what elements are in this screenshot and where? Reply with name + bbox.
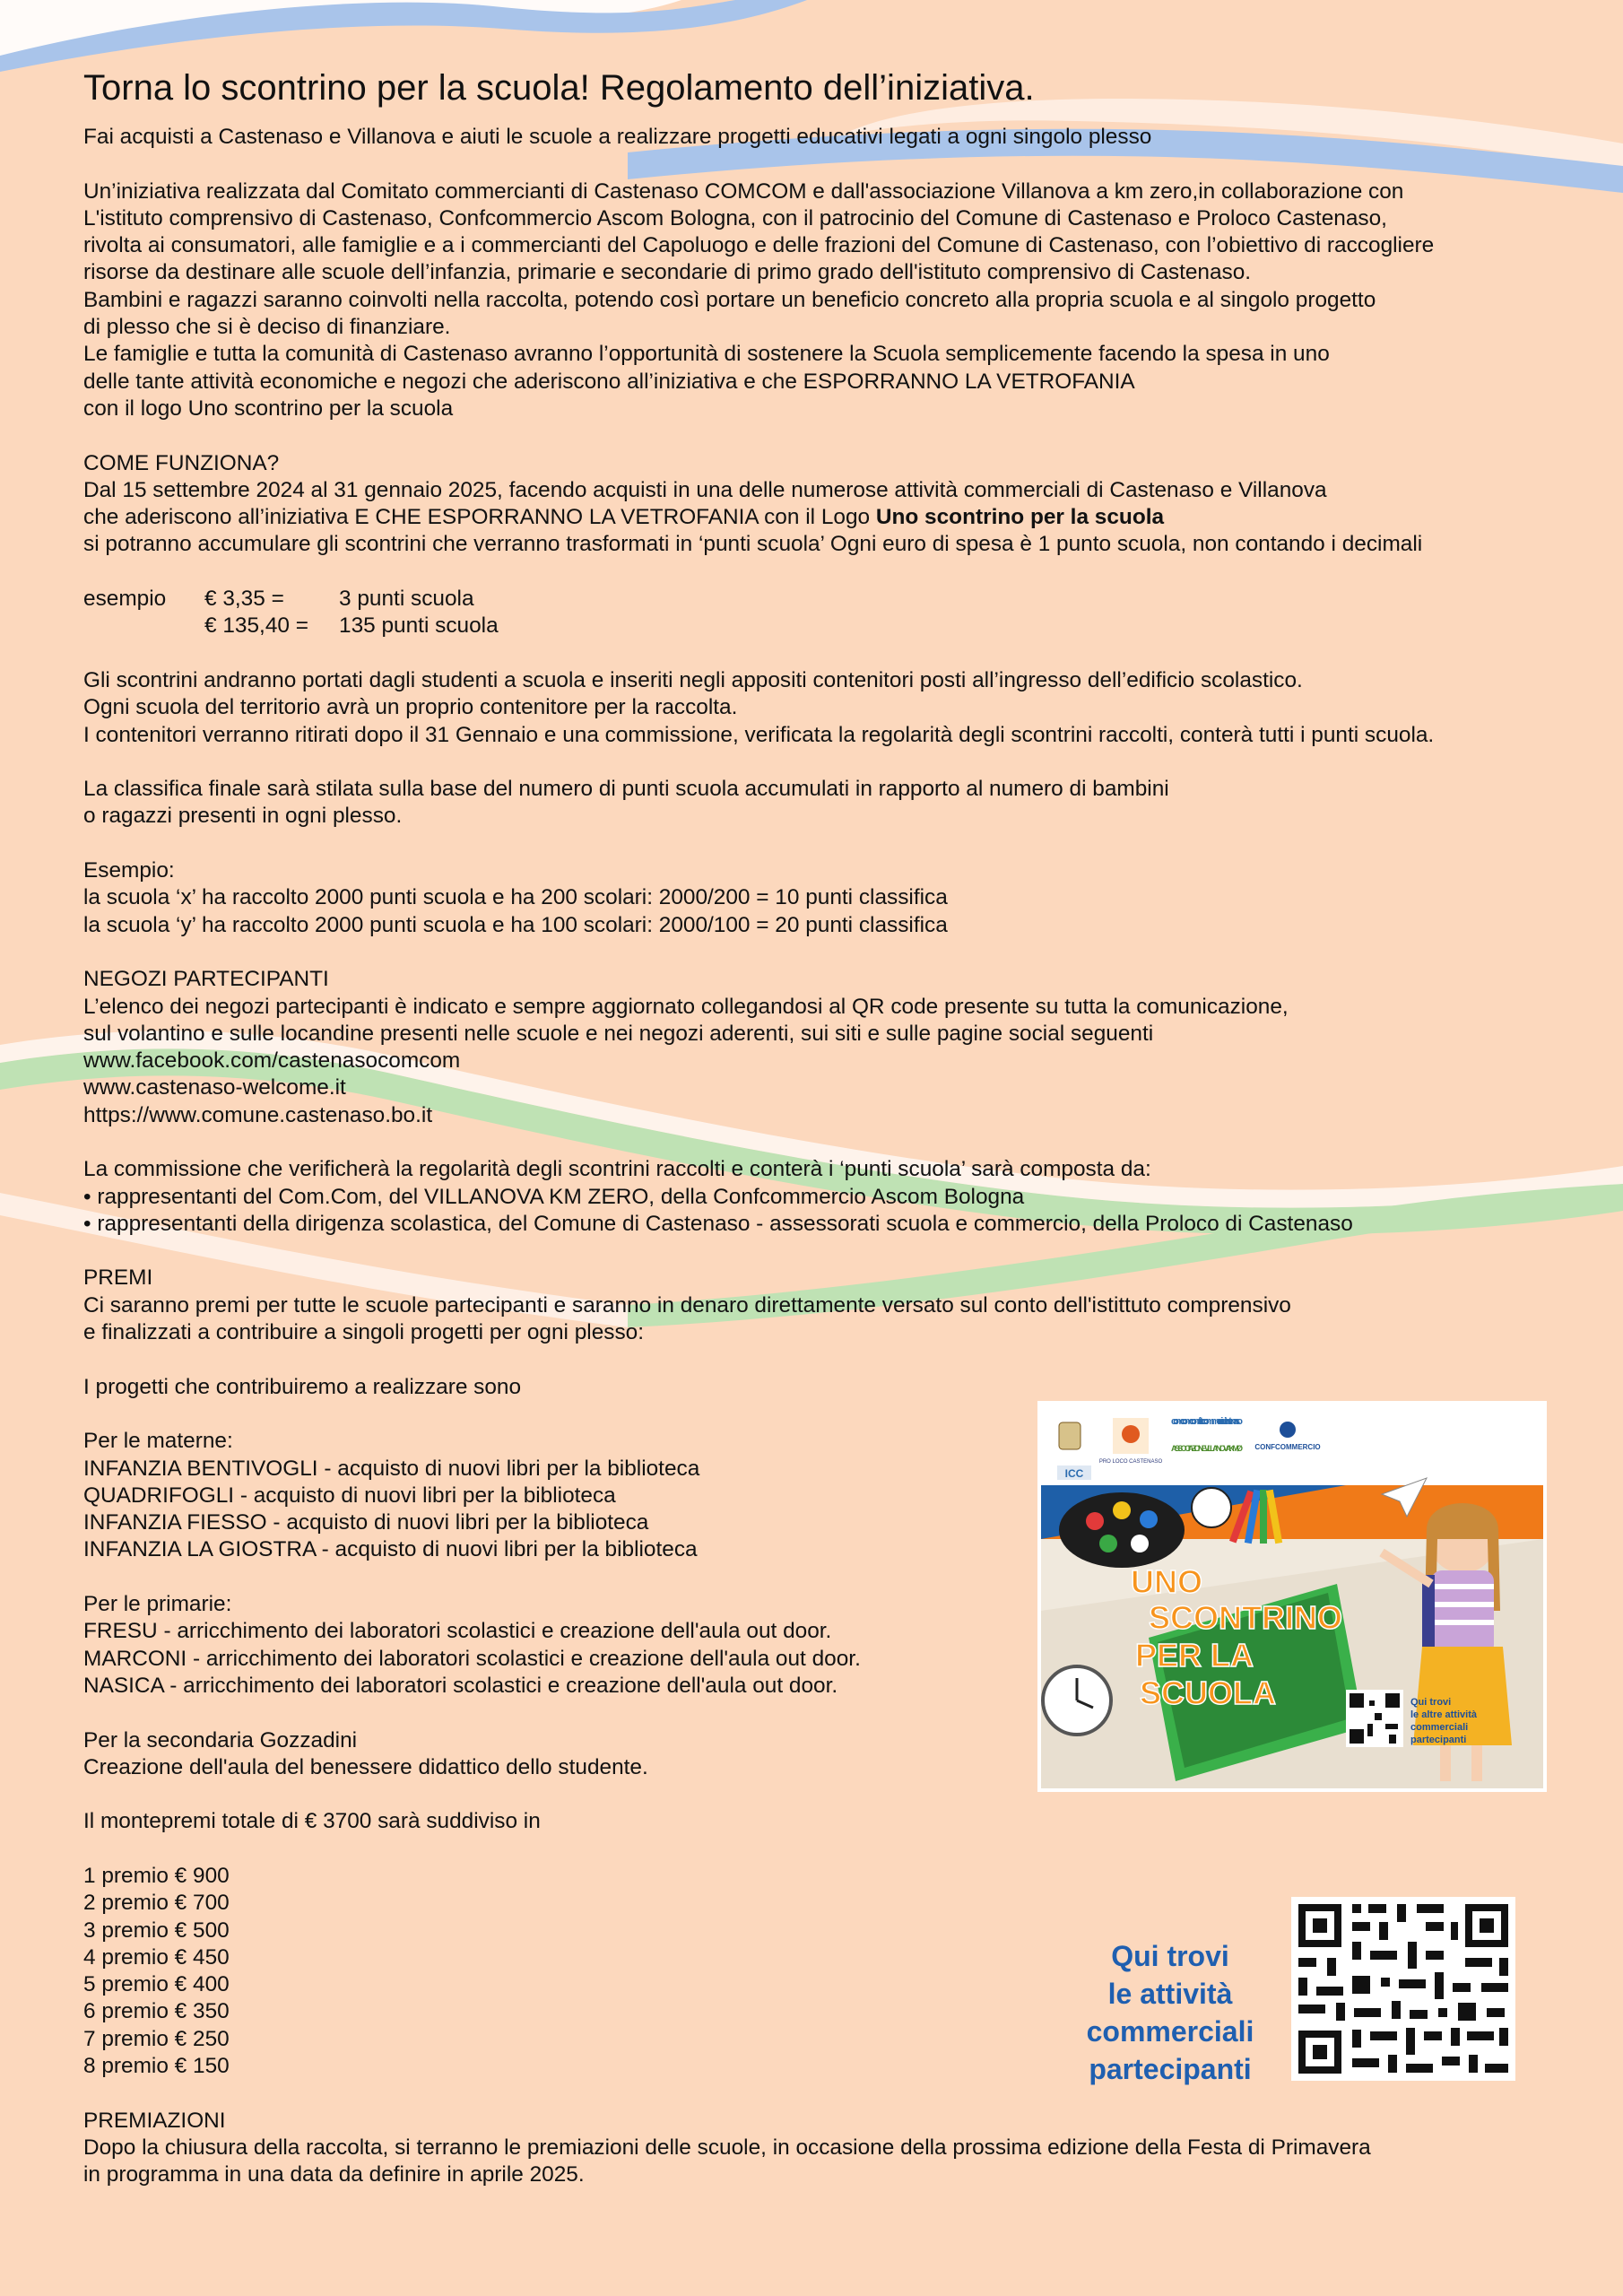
prize-item: 7 premio € 250	[83, 2026, 230, 2051]
example-amount: € 135,40 =	[204, 613, 308, 639]
group-heading: Per le primarie:	[83, 1592, 232, 1617]
section-heading: PREMIAZIONI	[83, 2108, 226, 2133]
prize-item: 6 premio € 350	[83, 1999, 230, 2024]
ranking-line: o ragazzi presenti in ogni plesso.	[83, 804, 403, 829]
svg-text:PER LA: PER LA	[1135, 1637, 1254, 1674]
campaign-poster	[1037, 1401, 1547, 1792]
ranking-example-line: Esempio:	[83, 858, 175, 883]
qr-code[interactable]	[1291, 1897, 1515, 2081]
collection-line: I contenitori verranno ritirati dopo il 31 Gennaio e una commissione, verificata la regolarità degli scontrini raccolti, conterà tutti i punti scuola.	[83, 722, 1435, 747]
prize-item: 1 premio € 900	[83, 1864, 230, 1888]
how-line: Dal 15 settembre 2024 al 31 gennaio 2025, facendo acquisti in una delle numerose attività commerciali di Castenaso e Villanova	[83, 477, 1327, 502]
commission-member: • rappresentanti del Com.Com, del VILLANOVA KM ZERO, della Confcommercio Ascom Bologna	[83, 1184, 1025, 1209]
prize-item: 3 premio € 500	[83, 1918, 230, 1943]
commission-member: • rappresentanti della dirigenza scolastica, del Comune di Castenaso - assessorati scuola e commercio, della Proloco di Castenaso	[83, 1211, 1353, 1236]
svg-text:PRO LOCO CASTENASO: PRO LOCO CASTENASO	[1098, 1459, 1163, 1465]
qr-code-icon	[1291, 1897, 1515, 2081]
example-row	[83, 586, 1572, 613]
how-line: che aderiscono all’iniziativa E CHE ESPORRANNO LA VETROFANIA con il Logo Uno scontrino per la scuola	[83, 505, 1165, 530]
example-points: 135 punti scuola	[339, 613, 499, 639]
intro-line: L'istituto comprensivo di Castenaso, Confcommercio Ascom Bologna, con il patrocinio del Comune di Castenaso e Proloco Castenaso,	[83, 205, 1387, 230]
group-heading: Per le materne:	[83, 1429, 233, 1454]
ranking-line: La classifica finale sarà stilata sulla base del numero di punti scuola accumulati in rapporto al numero di bambini	[83, 777, 1169, 802]
svg-text:ICC: ICC	[1064, 1467, 1084, 1480]
project-item: Creazione dell'aula del benessere didattico dello studente.	[83, 1754, 648, 1779]
svg-text:com.com comitato commercianti: com.com comitato commercianti castenaso	[1171, 1416, 1243, 1427]
ranking-example-line: la scuola ‘x’ ha raccolto 2000 punti scuola e ha 200 scolari: 2000/200 = 10 punti classifica	[83, 885, 948, 910]
section-heading: COME FUNZIONA?	[83, 450, 280, 475]
intro-line: Le famiglie e tutta la comunità di Castenaso avranno l’opportunità di sostenere la Scuola semplicemente facendo la spesa in uno	[83, 342, 1330, 367]
intro-line: con il logo Uno scontrino per la scuola	[83, 396, 454, 421]
qr-callout	[1067, 1897, 1515, 2085]
projects-intro: I progetti che contribuiremo a realizzare sono	[83, 1374, 522, 1399]
group-heading: Per la secondaria Gozzadini	[83, 1727, 358, 1752]
ball-icon	[1192, 1488, 1231, 1527]
project-item: QUADRIFOGLI - acquisto di nuovi libri per la biblioteca	[83, 1483, 616, 1508]
initiative-name: Uno scontrino per la scuola	[875, 505, 1165, 530]
prize-item: 5 premio € 400	[83, 1972, 230, 1997]
example-label: esempio	[83, 587, 167, 612]
project-item: INFANZIA BENTIVOGLI - acquisto di nuovi libri per la biblioteca	[83, 1456, 700, 1481]
intro-line: risorse da destinare alle scuole dell’infanzia, primarie e secondarie di primo grado dell'istituto comprensivo di Castenaso.	[83, 260, 1252, 285]
svg-text:UNO: UNO	[1131, 1563, 1202, 1600]
svg-text:commerciali: commerciali	[1410, 1722, 1469, 1733]
svg-text:SCUOLA: SCUOLA	[1140, 1674, 1276, 1711]
prizes-line: e finalizzati a contribuire a singoli progetti per ogni plesso:	[83, 1320, 645, 1345]
prize-total: Il montepremi totale di € 3700 sarà suddiviso in	[83, 1809, 541, 1834]
project-item: FRESU - arricchimento dei laboratori scolastici e creazione dell'aula out door.	[83, 1619, 832, 1644]
subtitle: Fai acquisti a Castenaso e Villanova e aiuti le scuole a realizzare progetti educativi legati a ogni singolo plesso	[83, 125, 1152, 149]
section-heading: PREMI	[83, 1265, 153, 1291]
ranking-example-line: la scuola ‘y’ ha raccolto 2000 punti scuola e ha 100 scolari: 2000/100 = 20 punti classifica	[83, 912, 948, 937]
prize-item: 4 premio € 450	[83, 1944, 230, 1970]
qr-callout-text: Qui trovi le attività commerciali partecipanti	[1086, 1940, 1254, 2085]
intro-line: delle tante attività economiche e negozi che aderiscono all’iniziativa e che ESPORRANNO LA VETROFANIA	[83, 369, 1135, 394]
how-line: si potranno accumulare gli scontrini che verranno trasformati in ‘punti scuola’ Ogni euro di spesa è 1 punto scuola, non contando i decimali	[83, 532, 1423, 557]
example-amount: € 3,35 =	[204, 587, 284, 612]
svg-text:le altre attività: le altre attività	[1410, 1709, 1477, 1720]
svg-text:Qui trovi: Qui trovi	[1410, 1697, 1452, 1708]
collection-line: Gli scontrini andranno portati dagli studenti a scuola e inseriti negli appositi contenitori posti all’ingresso dell’edificio scolastico.	[83, 667, 1303, 692]
prize-item: 2 premio € 700	[83, 1891, 230, 1916]
commission-intro: La commissione che verificherà la regolarità degli scontrini raccolti e conterà i ‘punti scuola’ sarà composta da:	[83, 1157, 1151, 1182]
page-title: Torna lo scontrino per la scuola! Regolamento dell’iniziativa.	[83, 68, 1035, 108]
example-row	[83, 613, 1572, 639]
comune-crest-icon	[1059, 1422, 1081, 1449]
project-item: NASICA - arricchimento dei laboratori scolastici e creazione dell'aula out door.	[83, 1673, 838, 1698]
how-it-works-section	[83, 450, 1572, 939]
awards-section	[83, 2108, 1572, 2189]
intro-line: Bambini e ragazzi saranno coinvolti nella raccolta, potendo così portare un beneficio concreto alla propria scuola e al singolo progetto	[83, 287, 1376, 312]
shops-section	[83, 966, 1572, 1129]
poster-illustration	[1041, 1405, 1543, 1788]
intro-line: rivolta ai consumatori, alle famiglie e a i commercianti del Capoluogo e delle frazioni del Comune di Castenaso, con l’obiettivo di raccogliere	[83, 233, 1435, 258]
commission-section	[83, 1156, 1572, 1238]
facebook-link[interactable]: www.facebook.com/castenasocomcom	[83, 1048, 461, 1074]
intro-section	[83, 178, 1572, 423]
svg-text:ASSOCIAZIONE VILLANOVA KM.Ø: ASSOCIAZIONE VILLANOVA KM.Ø	[1171, 1444, 1243, 1453]
comune-site-link[interactable]: https://www.comune.castenaso.bo.it	[83, 1102, 433, 1127]
shops-line: L’elenco dei negozi partecipanti è indicato e sempre aggiornato collegandosi al QR code presente su tutta la comunicazione,	[83, 994, 1289, 1019]
awards-line: in programma in una data da definire in aprile 2025.	[83, 2162, 585, 2187]
intro-line: Un’iniziativa realizzata dal Comitato commercianti di Castenaso COMCOM e dall'associazione Villanova a km zero,in collaborazione con	[83, 178, 1404, 204]
project-item: INFANZIA LA GIOSTRA - acquisto di nuovi libri per la biblioteca	[83, 1537, 698, 1562]
intro-line: di plesso che si è deciso di finanziare.	[83, 315, 451, 340]
svg-text:SCONTRINO: SCONTRINO	[1149, 1599, 1342, 1636]
example-points: 3 punti scuola	[339, 587, 474, 612]
welcome-site-link[interactable]: www.castenaso-welcome.it	[83, 1075, 346, 1100]
section-heading: NEGOZI PARTECIPANTI	[83, 967, 329, 992]
collection-line: Ogni scuola del territorio avrà un proprio contenitore per la raccolta.	[83, 695, 738, 720]
regulation-document	[83, 65, 1572, 2189]
awards-line: Dopo la chiusura della raccolta, si terranno le premiazioni delle scuole, in occasione della prossima edizione della Festa di Primavera	[83, 2135, 1371, 2160]
svg-text:CONFCOMMERCIO: CONFCOMMERCIO	[1254, 1443, 1321, 1451]
prizes-line: Ci saranno premi per tutte le scuole partecipanti e saranno in denaro direttamente versato sul conto dell'istittuto comprensivo	[83, 1292, 1291, 1318]
project-item: INFANZIA FIESSO - acquisto di nuovi libri per la biblioteca	[83, 1510, 649, 1535]
shops-line: sul volantino e sulle locandine presenti nelle scuole e nei negozi aderenti, sui siti e sulle pagine social seguenti	[83, 1021, 1154, 1046]
icc-logo	[1057, 1465, 1091, 1480]
prize-item: 8 premio € 150	[83, 2054, 230, 2079]
project-item: MARCONI - arricchimento dei laboratori scolastici e creazione dell'aula out door.	[83, 1646, 861, 1671]
svg-text:partecipanti: partecipanti	[1410, 1735, 1467, 1745]
